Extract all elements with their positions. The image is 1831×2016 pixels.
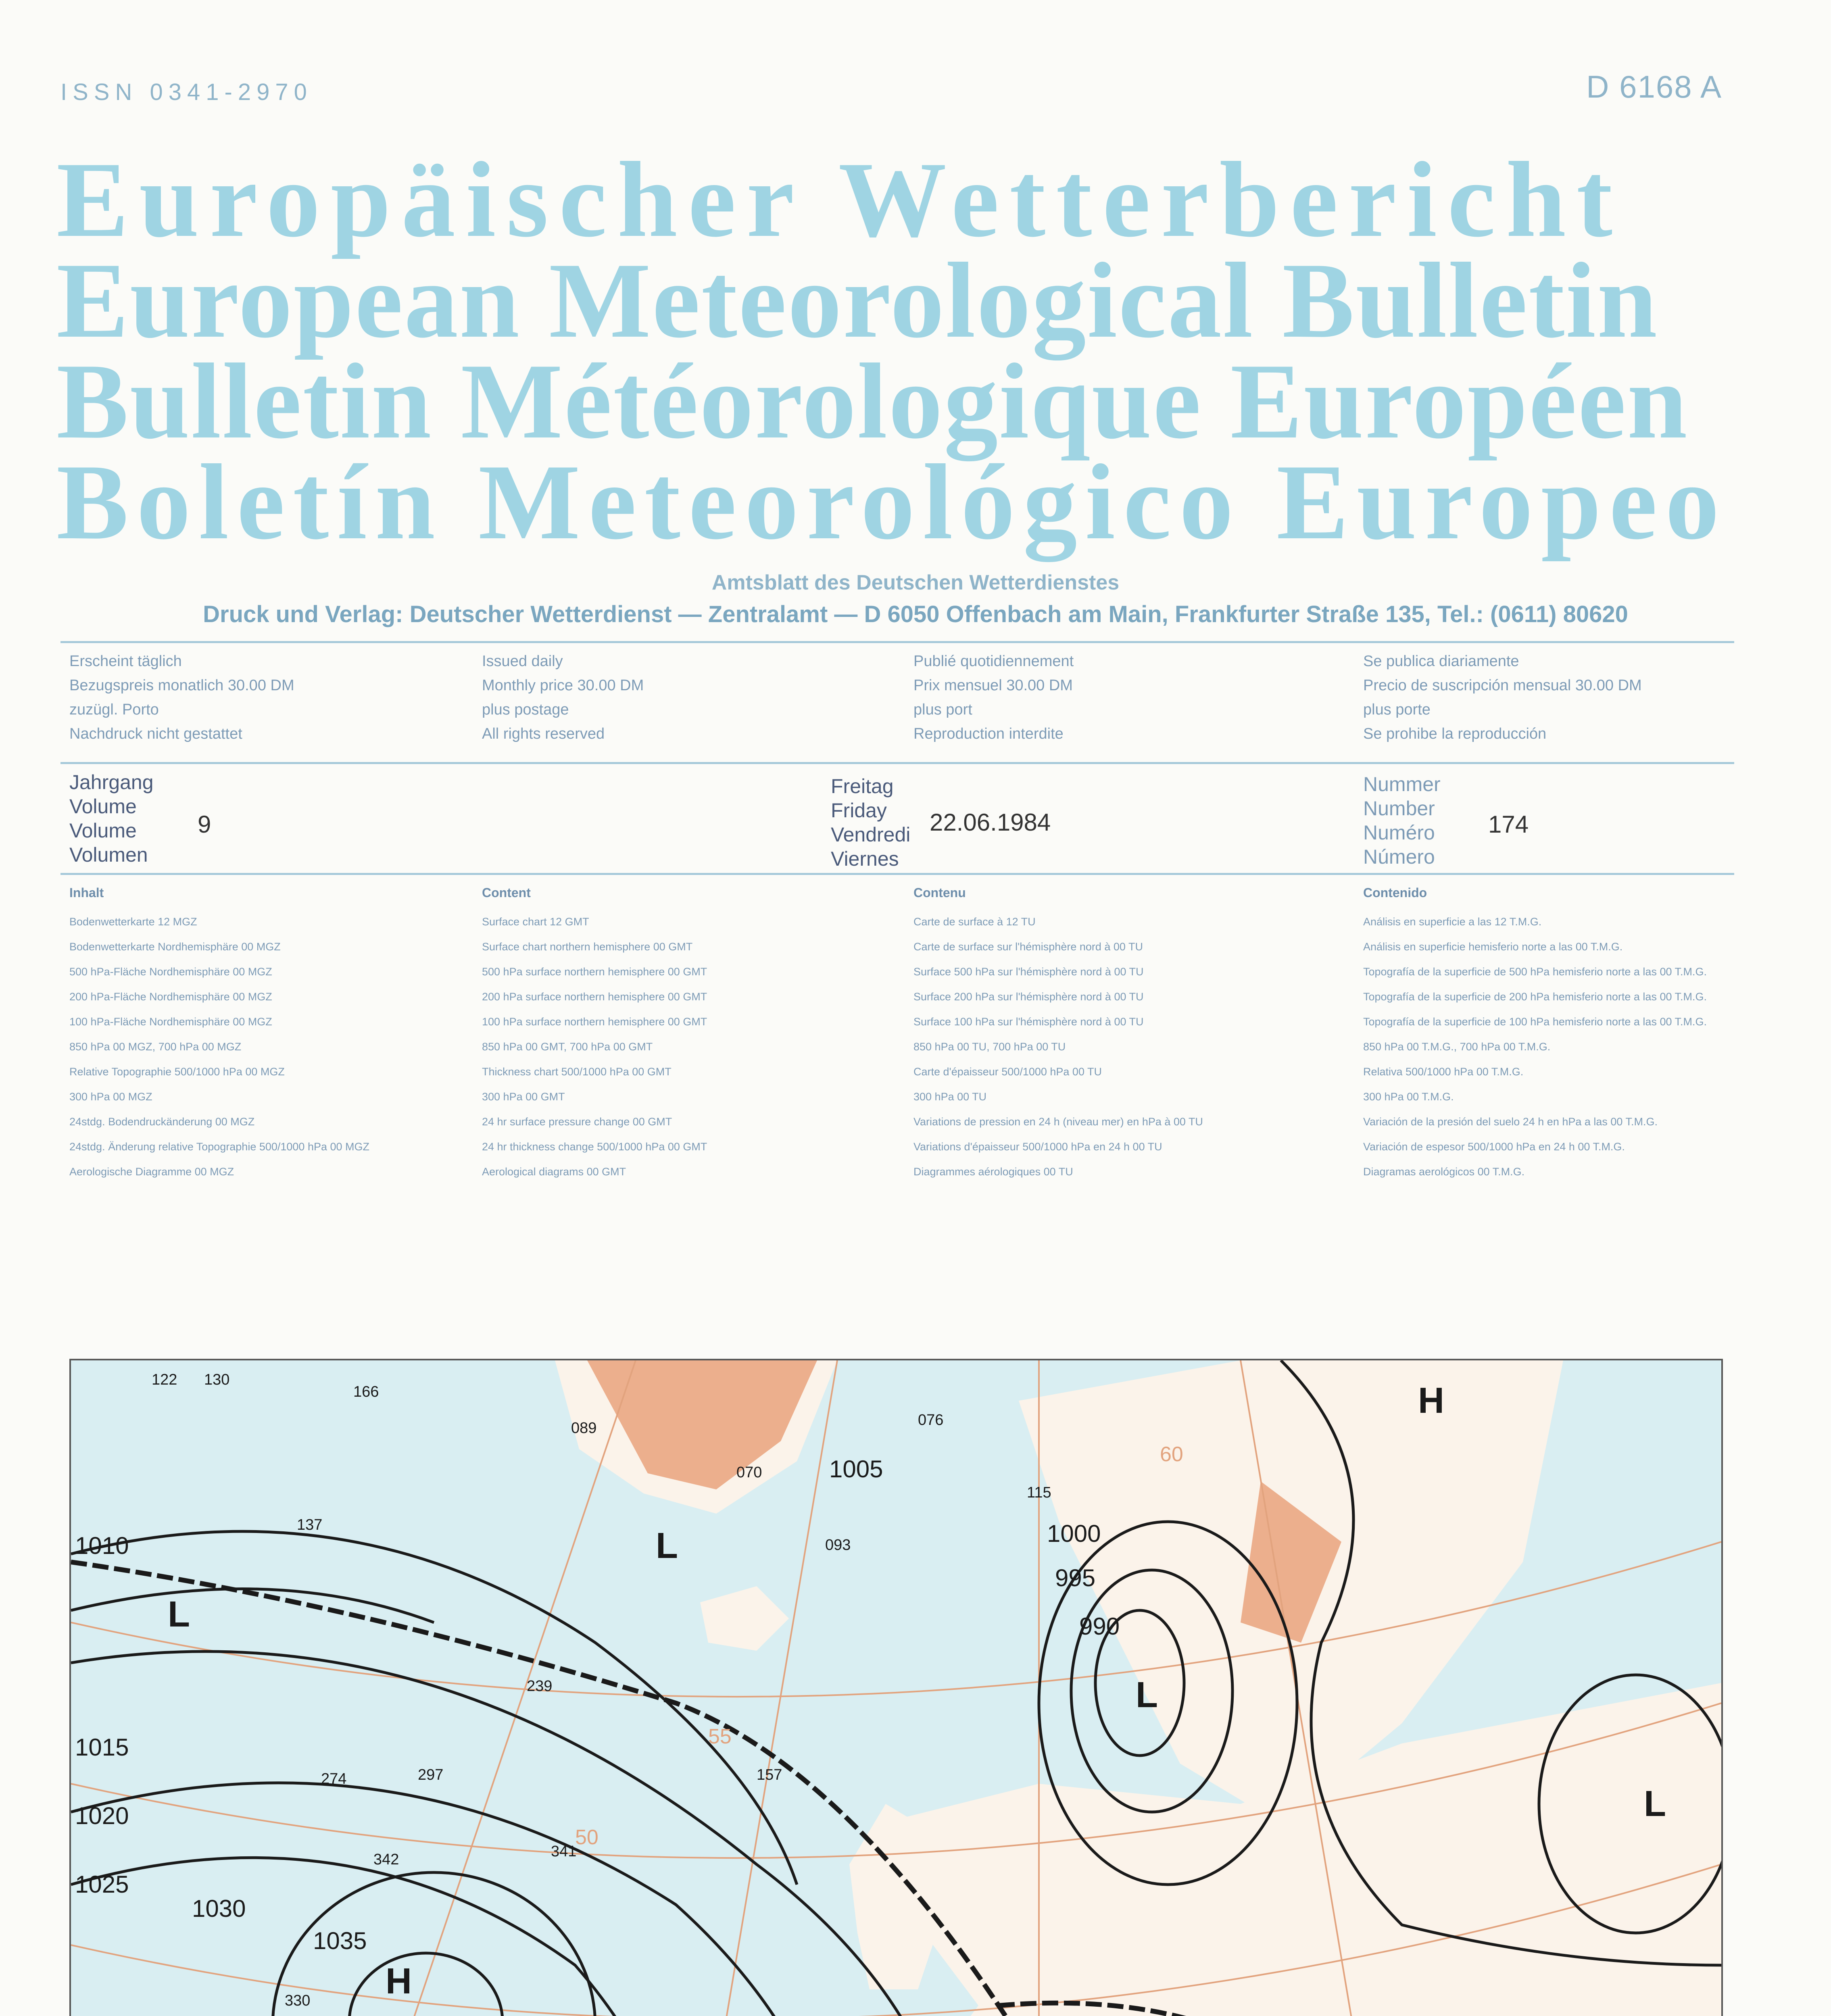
- station-value: 115: [1027, 1484, 1051, 1501]
- isobar-label: 990: [1079, 1613, 1120, 1640]
- official-gazette-line: Amtsblatt des Deutschen Wetterdienstes: [711, 571, 1120, 594]
- issue-number: 174: [1488, 811, 1529, 838]
- isobar-label: 1020: [75, 1802, 129, 1829]
- volume-number: 9: [198, 811, 211, 838]
- low-pressure-label: L: [1644, 1784, 1666, 1824]
- station-value: 274: [321, 1770, 347, 1787]
- station-value: 330: [285, 1992, 311, 2009]
- subscription-english: Issued daily Monthly price 30.00 DM plus postage All rights reserved: [482, 653, 644, 742]
- title-german: Europäischer Wetterbericht: [56, 140, 1623, 259]
- contents-german: Inhalt Bodenwetterkarte 12 MGZ Bodenwetterkarte Nordhemisphäre 00 MGZ 500 hPa-Fläche Nordhemisphäre 00 MGZ 200 hPa-Fläche Nordhemisphäre 00 MGZ 100 hPa-Fläche Nordhemisphäre 00 MGZ 850 hPa 00 MGZ, 700 hPa 00 MGZ Relative Topographie 500/1000 hPa 00 MGZ 300 hPa 00 MGZ 24stdg. Bodendruckänderung 00 MGZ 24stdg. Änderung relative Topographie 500/1000 hPa 00 MGZ Aerologische Diagramme 00 MGZ: [69, 885, 370, 1178]
- station-value: 166: [353, 1383, 379, 1400]
- publication-code: D 6168 A: [1586, 69, 1722, 104]
- isobar-label: 1025: [75, 1871, 129, 1898]
- divider: [60, 641, 1734, 643]
- isobar-label: 1030: [192, 1895, 246, 1922]
- station-value: 130: [204, 1371, 230, 1388]
- subscription-spanish: Se publica diariamente Precio de suscripción mensual 30.00 DM plus porte Se prohibe la reproducción: [1363, 653, 1642, 742]
- latitude-label: 50: [575, 1826, 599, 1849]
- station-value: 076: [918, 1412, 944, 1429]
- weather-map-canvas: [71, 1360, 1721, 2016]
- low-pressure-label: L: [1136, 1675, 1158, 1715]
- isobar-label: 1035: [313, 1927, 367, 1954]
- station-value: 122: [152, 1371, 177, 1388]
- divider: [60, 873, 1734, 875]
- station-value: 157: [757, 1766, 782, 1783]
- issue-date: 22.06.1984: [930, 809, 1051, 836]
- publisher-line: Druck und Verlag: Deutscher Wetterdienst — Zentralamt — D 6050 Offenbach am Main, Frankfurter Straße 135, Tel.: (0611) 80620: [203, 601, 1628, 627]
- low-pressure-label: L: [168, 1594, 190, 1635]
- volume-labels: Jahrgang Volume Volume Volumen: [69, 771, 154, 866]
- station-value: 297: [418, 1766, 444, 1783]
- isobar-label: 1005: [829, 1456, 883, 1483]
- isobar-label: 1010: [75, 1532, 129, 1559]
- high-pressure-label: H: [386, 1961, 412, 2001]
- isobar-label: 995: [1055, 1564, 1096, 1591]
- number-labels: Nummer Number Numéro Número: [1363, 773, 1441, 868]
- station-value: 341: [551, 1843, 577, 1860]
- high-pressure-label: H: [1418, 1381, 1444, 1421]
- subscription-german: Erscheint täglich Bezugspreis monatlich 30.00 DM zuzügl. Porto Nachdruck nicht gestattet: [69, 653, 294, 742]
- subscription-french: Publié quotidiennement Prix mensuel 30.00 DM plus port Reproduction interdite: [913, 653, 1074, 742]
- latitude-label: 60: [1160, 1443, 1183, 1466]
- issn-number: ISSN 0341-2970: [60, 79, 313, 105]
- contents-spanish: Contenido Análisis en superficie a las 12 T.M.G. Análisis en superficie hemisferio norte a las 00 T.M.G. Topografía de la superficie de 500 hPa hemisferio norte a las 00 T.M.G. Topografía de la superficie de 200 hPa hemisferio norte a las 00 T.M.G. Topografía de la superficie de 100 hPa hemisferio norte a las 00 T.M.G. 850 hPa 00 T.M.G., 700 hPa 00 T.M.G. Relativa 500/1000 hPa 00 T.M.G. 300 hPa 00 T.M.G. Variación de la presión del suelo 24 h en hPa a las 00 T.M.G. Variación de espesor 500/1000 hPa en 24 h 00 T.M.G. Diagramas aerológicos 00 T.M.G.: [1363, 885, 1707, 1178]
- latitude-label: 55: [708, 1725, 732, 1748]
- station-value: 239: [527, 1678, 553, 1695]
- title-french: Bulletin Météorologique Européen: [56, 341, 1689, 461]
- station-value: 070: [736, 1464, 762, 1481]
- surface-weather-map: [69, 1359, 1723, 2016]
- station-value: 093: [825, 1537, 851, 1554]
- contents-english: Content Surface chart 12 GMT Surface chart northern hemisphere 00 GMT 500 hPa surface northern hemisphere 00 GMT 200 hPa surface northern hemisphere 00 GMT 100 hPa surface northern hemisphere 00 GMT 850 hPa 00 GMT, 700 hPa 00 GMT Thickness chart 500/1000 hPa 00 GMT 300 hPa 00 GMT 24 hr surface pressure change 00 GMT 24 hr thickness change 500/1000 hPa 00 GMT Aerological diagrams 00 GMT: [482, 885, 707, 1178]
- divider: [60, 762, 1734, 764]
- title-spanish: Boletín Meteorológico Europeo: [56, 442, 1727, 562]
- isobar-label: 1000: [1047, 1520, 1101, 1547]
- station-value: 342: [373, 1851, 399, 1868]
- title-english: European Meteorological Bulletin: [56, 240, 1658, 360]
- low-pressure-label: L: [656, 1526, 678, 1566]
- isobar-label: 1015: [75, 1734, 129, 1761]
- contents-french: Contenu Carte de surface à 12 TU Carte de surface sur l'hémisphère nord à 00 TU Surface 500 hPa sur l'hémisphère nord à 00 TU Surface 200 hPa sur l'hémisphère nord à 00 TU Surface 100 hPa sur l'hémisphère nord à 00 TU 850 hPa 00 TU, 700 hPa 00 TU Carte d'épaisseur 500/1000 hPa 00 TU 300 hPa 00 TU Variations de pression en 24 h (niveau mer) en hPa à 00 TU Variations d'épaisseur 500/1000 hPa en 24 h 00 TU Diagrammes aérologiques 00 TU: [913, 885, 1203, 1178]
- day-labels: Freitag Friday Vendredi Viernes: [831, 775, 911, 870]
- station-value: 137: [297, 1516, 323, 1533]
- station-value: 089: [571, 1420, 597, 1437]
